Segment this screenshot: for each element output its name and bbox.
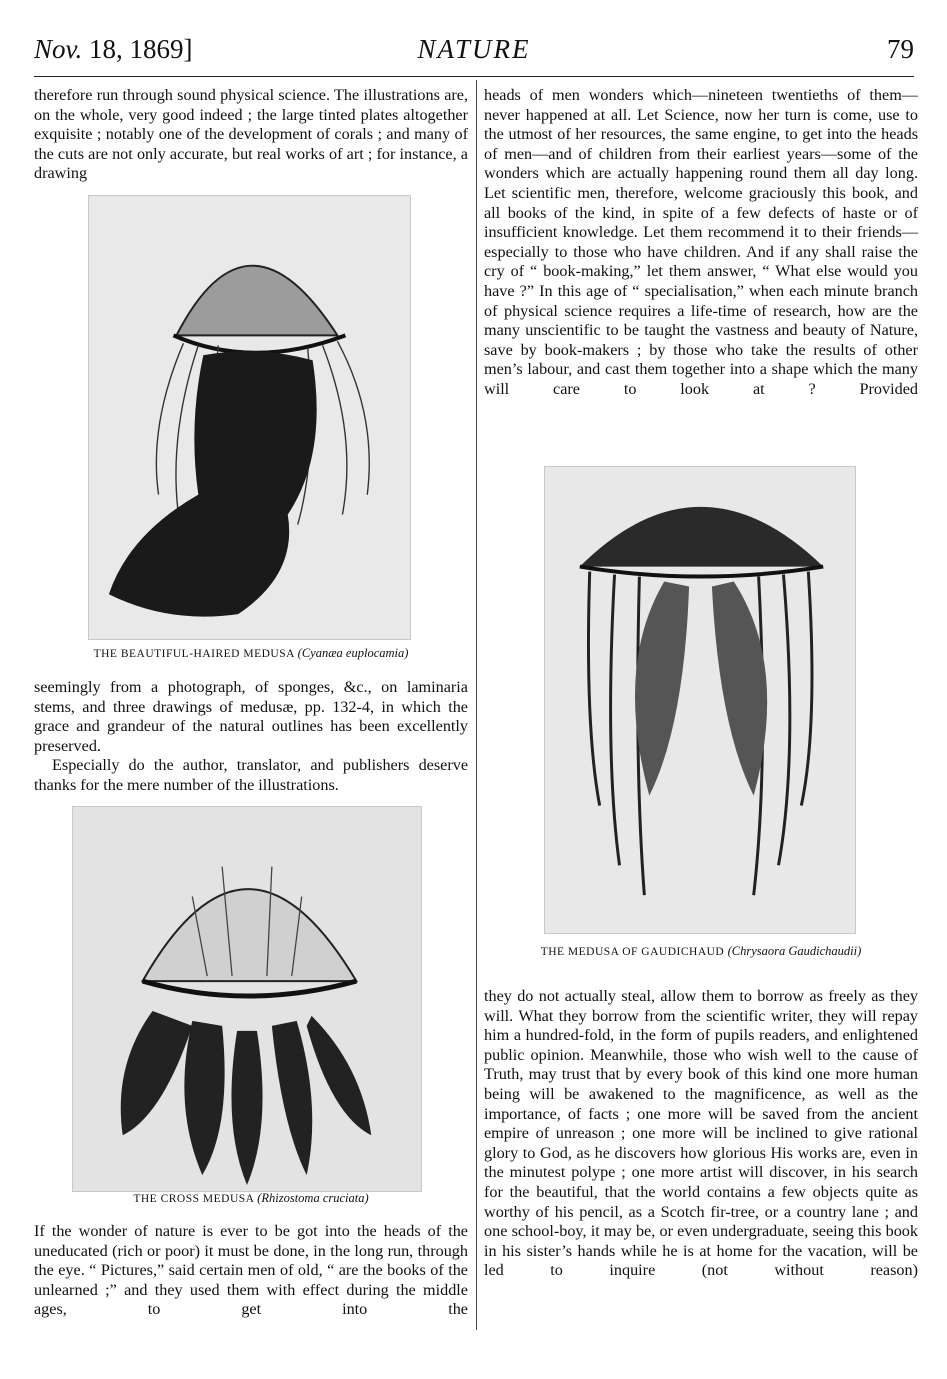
paragraph: If the wonder of nature is ever to be got into the heads of the uneducated (rich or poor) it must be done, in the long run, through the eye. “ Pictures,” said certain men of old, “ are the books of the unlearned ;” and they used them with effect during the middle ages, to get into the [34, 1222, 468, 1319]
paragraph: therefore run through sound physical science. The illustrations are, on the whole, very good indeed ; the large tinted plates altogether exquisite ; notably one of the development of corals ; and many of the cuts are not only accurate, but real works of art ; for instance, a drawing [34, 86, 468, 183]
left-column-middle [34, 678, 468, 796]
illustration-rhizostoma [72, 806, 422, 1192]
left-column-bottom [34, 1222, 468, 1320]
paragraph: Especially do the author, translator, and publishers deserve thanks for the mere number of the illustrations. [34, 756, 468, 794]
right-column-top [484, 86, 918, 400]
column-divider [476, 80, 477, 1330]
journal-title: NATURE [417, 34, 531, 64]
figure-caption: THE BEAUTIFUL-HAIRED MEDUSA (Cyanæa euplocamia) [93, 646, 409, 660]
illustration-cyanaea [88, 195, 411, 640]
paragraph: seemingly from a photograph, of sponges, &c., on laminaria stems, and three drawings of medusæ, pp. 132-4, in which the grace and grandeur of the natural outlines has been excellently preserved. [34, 678, 468, 755]
issue-date: Nov. 18, 1869] [34, 34, 193, 64]
right-column-bottom [484, 987, 918, 1281]
page-number: 79 [887, 34, 914, 64]
left-column-top [34, 86, 468, 184]
figure-caption: THE CROSS MEDUSA (Rhizostoma cruciata) [133, 1191, 369, 1205]
page-header [34, 34, 914, 70]
figure-caption: THE MEDUSA OF GAUDICHAUD (Chrysaora Gaudichaudii) [540, 944, 862, 958]
header-rule [34, 76, 914, 77]
paragraph: they do not actually steal, allow them to borrow as freely as they will. What they borrow from the scientific writer, they will repay him a hundred-fold, in the form of pupils readers, and enlightened public opinion. Meanwhile, those who wish well to the cause of Truth, may trust that by every book of this kind one more human being will be awakened to the magnificence, as well as the importance, of facts ; one more will be saved from the ancient empire of unreason ; one more will be inclined to give rational glory to God, as he discovers how glorious His works are, even in the minutest polype ; one more artist will discover, in his search for the beautiful, that the world contains a few objects quite as worthy of his pencil, as a Scotch fir-tree, or a country lane ; and one school-boy, it may be, or even undergraduate, seeing this book in his sister’s hands while he is at home for the vacation, will be led to inquire (not without reason) [484, 987, 918, 1280]
paragraph: heads of men wonders which—nineteen twentieths of them—never happened at all. Let Science, now her turn is come, use to the utmost of her resources, the same engine, to get into the heads of men—and of children from their earliest years—some of the wonders which are actually happening round them all day long. Let scientific men, therefore, welcome graciously this book, and all books of the kind, in spite of a few defects of haste or of insufficient knowledge. Let them recommend it to their friends—especially to those who have children. And if any shall raise the cry of “ book-making,” let them answer, “ What else would you have ?” In this age of “ specialisation,” when each minute branch of physical science requires a life-time of research, how are the many unscientific to be taught the vastness and beauty of Nature, save by book-makers ; by those who take the results of other men’s labour, and cast them together into a shape which the many will care to look at ? Provided [484, 86, 918, 398]
illustration-chrysaora [544, 466, 856, 934]
